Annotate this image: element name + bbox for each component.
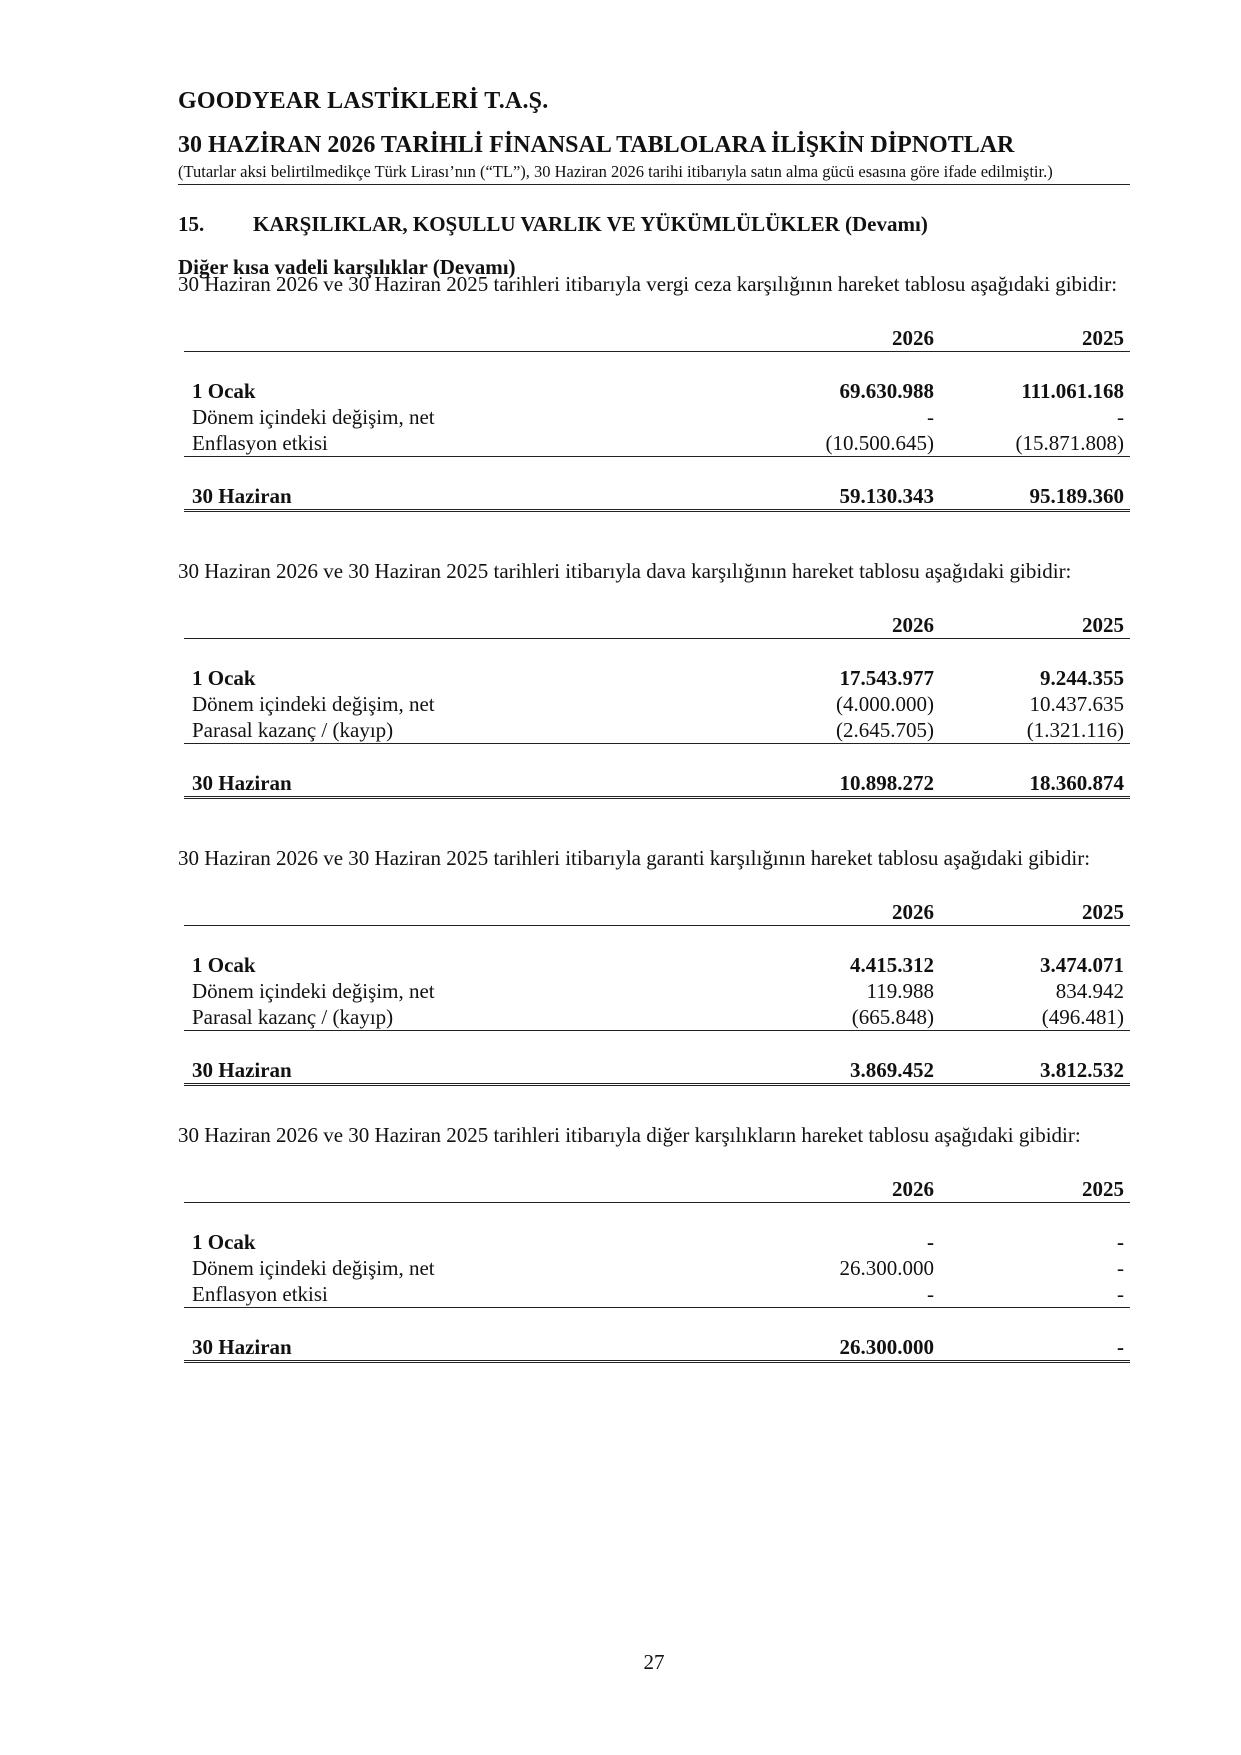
company-name: GOODYEAR LASTİKLERİ T.A.Ş. [178,88,549,114]
row-value-2026: 4.415.312 [850,953,934,977]
table-block-vergi-ceza [178,271,1130,508]
table-row [184,430,1130,457]
table-intro: 30 Haziran 2026 ve 30 Haziran 2025 tarihleri itibarıyla diğer karşılıkların hareket tablosu aşağıdaki gibidir: [178,1123,1081,1147]
row-value-2025: 3.474.071 [1040,953,1124,977]
row-value-2025: - [1117,405,1124,429]
col-2025: 2025 [934,612,1130,639]
row-label: Enflasyon etkisi [184,430,724,457]
total-label: 30 Haziran [184,1334,724,1362]
row-value-2026: - [724,1281,934,1308]
row-label: Parasal kazanç / (kayıp) [184,717,724,744]
col-2025: 2025 [934,325,1130,352]
row-value-2025: 111.061.168 [1021,379,1124,403]
row-value-2025: 9.244.355 [1040,666,1124,690]
movement-table [184,899,1130,1086]
table-row [184,691,1130,717]
row-label: Dönem içindeki değişim, net [192,1256,435,1280]
row-label: Dönem içindeki değişim, net [192,692,435,716]
row-value-2026: 17.543.977 [839,666,934,690]
subsection-heading: Diğer kısa vadeli karşılıklar (Devamı) [178,255,516,279]
total-label: 30 Haziran [184,483,724,511]
row-value-2026: (665.848) [724,1004,934,1031]
row-value-2025: - [1117,1256,1124,1280]
table-row [184,978,1130,1004]
movement-table [184,325,1130,512]
table-row [184,404,1130,430]
col-2026: 2026 [724,325,934,352]
row-label: Enflasyon etkisi [184,1281,724,1308]
section-heading [178,212,928,237]
total-value-2025: - [934,1334,1130,1362]
table-intro: 30 Haziran 2026 ve 30 Haziran 2025 tarihleri itibarıyla dava karşılığının hareket tablosu aşağıdaki gibidir: [178,559,1072,583]
table-row [184,1229,1130,1255]
col-2026: 2026 [724,899,934,926]
total-value-2026: 26.300.000 [724,1334,934,1362]
total-label: 30 Haziran [184,1057,724,1085]
row-label: 1 Ocak [192,1230,256,1254]
table-row [184,1255,1130,1281]
table-total-row [184,1057,1130,1085]
table-total-row [184,1334,1130,1362]
table-block-dava [178,558,1130,795]
row-value-2026: - [927,405,934,429]
table-row [184,1281,1130,1308]
row-value-2026: 69.630.988 [839,379,934,403]
row-value-2025: 834.942 [1055,979,1124,1003]
row-value-2026: (2.645.705) [724,717,934,744]
row-value-2025: (1.321.116) [934,717,1130,744]
total-value-2026: 59.130.343 [724,483,934,511]
currency-note: (Tutarlar aksi belirtilmedikçe Türk Lirası’nın (“TL”), 30 Haziran 2026 tarihi itibarıyla satın alma gücü esasına göre ifade edilmiştir.) [178,162,1130,185]
total-label: 30 Haziran [184,770,724,798]
table-total-row [184,770,1130,798]
table-header-row [184,1176,1130,1203]
row-value-2026: (10.500.645) [724,430,934,457]
row-label: 1 Ocak [192,953,256,977]
row-value-2025: - [934,1281,1130,1308]
row-value-2025: (15.871.808) [934,430,1130,457]
col-2026: 2026 [724,1176,934,1203]
row-label: Parasal kazanç / (kayıp) [184,1004,724,1031]
row-value-2025: - [1117,1230,1124,1254]
row-value-2025: (496.481) [934,1004,1130,1031]
section-number: 15. [178,212,205,236]
total-value-2025: 95.189.360 [934,483,1130,511]
table-header-row [184,612,1130,639]
row-value-2026: - [927,1230,934,1254]
col-2025: 2025 [934,899,1130,926]
table-row [184,665,1130,691]
col-2025: 2025 [934,1176,1130,1203]
movement-table [184,1176,1130,1363]
row-label: 1 Ocak [192,379,256,403]
page-number: 27 [643,1650,665,1674]
table-total-row [184,483,1130,511]
row-value-2026: 119.988 [866,979,934,1003]
row-label: 1 Ocak [192,666,256,690]
total-value-2025: 3.812.532 [934,1057,1130,1085]
table-row [184,1004,1130,1031]
row-label: Dönem içindeki değişim, net [192,405,435,429]
document-title: 30 HAZİRAN 2026 TARİHLİ FİNANSAL TABLOLARA İLİŞKİN DİPNOTLAR [178,132,1015,158]
total-value-2026: 3.869.452 [724,1057,934,1085]
row-value-2025: 10.437.635 [1029,692,1124,716]
table-row [184,717,1130,744]
table-row [184,378,1130,404]
table-block-garanti [178,845,1130,1082]
table-row [184,952,1130,978]
table-header-row [184,325,1130,352]
movement-table [184,612,1130,799]
total-value-2025: 18.360.874 [934,770,1130,798]
table-block-diger [178,1122,1130,1359]
row-label: Dönem içindeki değişim, net [192,979,435,1003]
table-header-row [184,899,1130,926]
table-intro: 30 Haziran 2026 ve 30 Haziran 2025 tarihleri itibarıyla garanti karşılığının hareket tablosu aşağıdaki gibidir: [178,846,1091,870]
section-title: KARŞILIKLAR, KOŞULLU VARLIK VE YÜKÜMLÜLÜKLER (Devamı) [253,212,928,236]
row-value-2026: (4.000.000) [836,692,934,716]
table-intro: 30 Haziran 2026 ve 30 Haziran 2025 tarihleri itibarıyla vergi ceza karşılığının hareket tablosu aşağıdaki gibidir: [178,272,1118,296]
col-2026: 2026 [724,612,934,639]
row-value-2026: 26.300.000 [839,1256,934,1280]
total-value-2026: 10.898.272 [724,770,934,798]
